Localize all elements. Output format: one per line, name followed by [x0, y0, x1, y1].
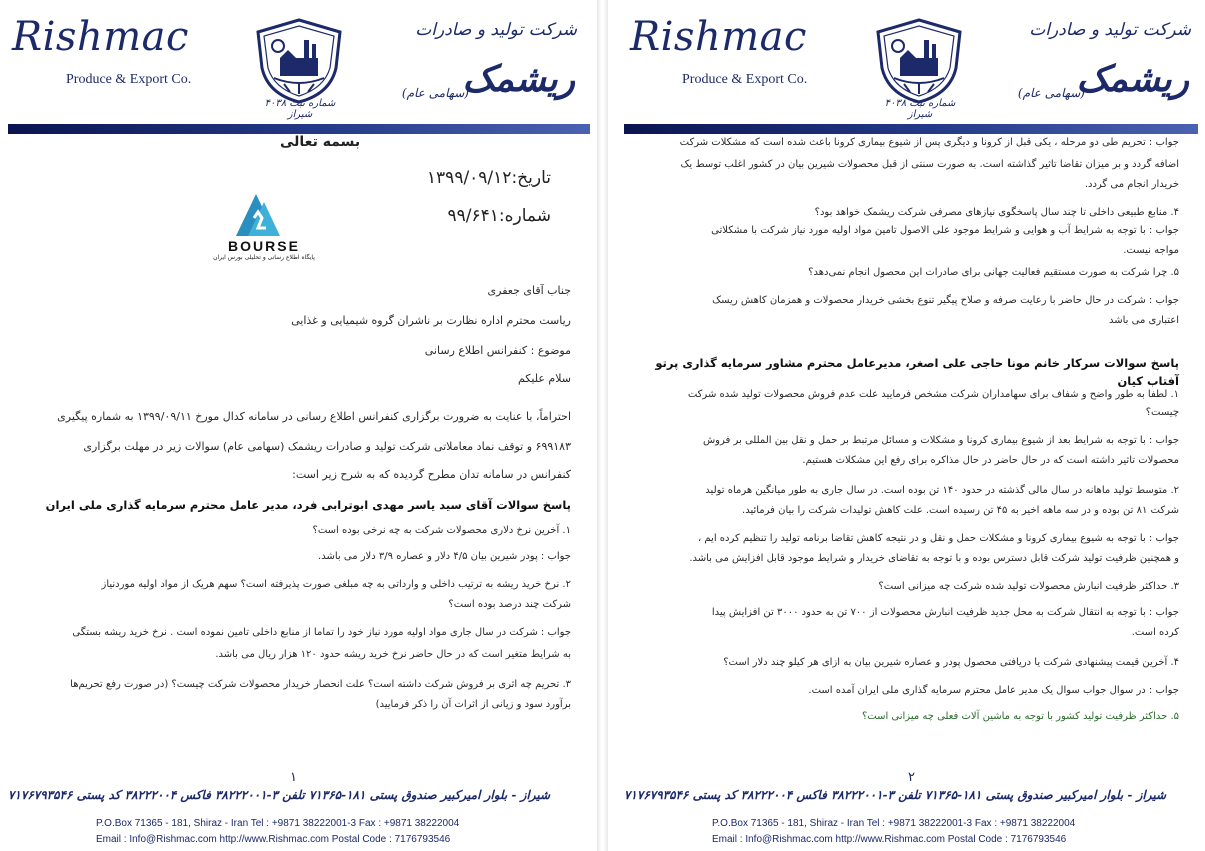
fa-company-name: ریشمک — [1076, 58, 1189, 100]
answer-3-line-2: اضافه گردد و بر میزان تقاضا تاثیر گذاشته است. به صورت سنتی از قبل محصولات شیرین بیان در کشور اغلب توسط یک — [680, 159, 1179, 170]
intro-line-1: احتراماً، با عنایت به ضرورت برگزاری کنفرانس اطلاع رسانی در سامانه کدال مورخ ۱۳۹۹/۰۹/۱۱ به شماره پیگیری — [57, 410, 571, 423]
answer-2-line-2: به شرایط متغیر است که در حال حاضر نرخ خرید ریشه حدود ۱۲۰ هزار ریال می باشد. — [215, 649, 571, 660]
greeting: سلام علیکم — [517, 372, 571, 385]
fa-company-type: (سهامی عام) — [401, 86, 469, 100]
question-2-line-1: ۲. نرخ خرید ریشه به ترتیب داخلی و وارداتی به چه مبلغی صورت پذیرفته است؟ سهم هریک از مواد اولیه موردنیاز — [101, 579, 571, 590]
letter-page-2 — [608, 0, 1205, 851]
registration-number: شماره ثبت ۴۰۳۸ شیراز — [264, 98, 336, 120]
section2-title: پاسخ سوالات سرکار خانم مونا حاجی علی اصغر، مدیرعامل محترم مشاور سرمایه گذاری پرتو آفتاب کیان — [655, 356, 1179, 388]
s2-answer-3-line-1: جواب : با توجه به انتقال شرکت به محل جدید ظرفیت انبارش محصولات از ۷۰۰ تن به حدود ۳۰۰۰ تن افزایش پیدا — [711, 607, 1179, 618]
answer-5-line-2: اعتباری می باشد — [1109, 315, 1179, 326]
s2-question-1-line-2: چیست؟ — [1145, 407, 1179, 418]
brand-logo-text: Rishmac — [630, 14, 807, 60]
s2-question-2-line-2: شرکت ۸۱ تن بوده و در سه ماهه اخیر به ۴۵ تن رسیده است. علت کاهش تولیدات شرکت را بیان فرمائید. — [742, 505, 1179, 516]
s2-answer-2-line-2: و همچنین ظرفیت تولید شرکت قابل دسترس بوده و با توجه به تقاضای خریدار و شرایط موجود قابل افزایش می باشد. — [689, 553, 1179, 564]
answer-4-line-1: جواب : با توجه به شرایط آب و هوایی و شرایط موجود علی الاصول تامین مواد اولیه مورد نیاز شرکت با مشکلاتی — [711, 225, 1179, 236]
letter-number: شماره:۹۹/۶۴۱ — [447, 206, 551, 226]
brand-logo-text: Rishmac — [12, 14, 189, 60]
company-emblem-icon — [874, 18, 964, 104]
header-bar — [8, 124, 590, 134]
question-3-line-1: ۳. تحریم چه اثری بر فروش شرکت داشته است؟ علت انحصار خریدار محصولات شرکت چیست؟ (در صورت رفع تحریم‌ها — [70, 679, 571, 690]
s2-question-3: ۳. حداکثر ظرفیت انبارش محصولات تولید شده شرکت چه میزانی است؟ — [878, 581, 1179, 592]
intro-line-3: کنفرانس در سامانه تدان مطرح گردیده که به شرح زیر است: — [292, 468, 571, 481]
recipient-title: ریاست محترم اداره نظارت بر ناشران گروه شیمیایی و غذایی — [291, 314, 571, 327]
footer-fa-address: شیراز - بلوار امیرکبیر صندوق پستی ۱۸۱-۷۱۳۶۵ تلفن ۳-۳۸۲۲۲۰۰۱ فاکس ۳۸۲۲۲۰۰۴ کد پستی ۷۱۷۶۷۹۳۵۴۶ — [623, 788, 1166, 802]
page-gutter — [597, 0, 608, 851]
footer-contact-line: P.O.Box 71365 - 181, Shiraz - Iran Tel : +9871 38222001-3 Fax : +9871 38222004 — [96, 818, 460, 829]
s2-answer-2-line-1: جواب : با توجه به شیوع بیماری کرونا و مشکلات حمل و نقل و در نتیجه کاهش تقاضا برنامه تولید را تنظیم کرده ایم ، — [697, 533, 1179, 544]
company-emblem-icon — [254, 18, 344, 104]
answer-1: جواب : پودر شیرین بیان ۴/۵ دلار و عصاره ۳/۹ دلار می باشد. — [318, 551, 571, 562]
footer-web-line: Email : Info@Rishmac.com http://www.Rishmac.com Postal Code : 7176793546 — [712, 834, 1067, 845]
question-4: ۴. منابع طبیعی داخلی تا چند سال پاسخگوی نیازهای مصرفی شرکت ریشمک خواهد بود؟ — [814, 207, 1179, 218]
header-bar — [624, 124, 1198, 134]
fa-company-label: شرکت تولید و صادرات — [415, 20, 577, 40]
answer-5-line-1: جواب : شرکت در حال حاضر با رعایت صرفه و صلاح پیگیر تنوع بخشی خریدار محصولات و همزمان کاهش ریسک — [712, 295, 1179, 306]
page-number: ۱ — [290, 770, 297, 785]
bourse-tagline: پایگاه اطلاع رسانی و تحلیلی بورس ایران — [213, 254, 315, 261]
section1-title: پاسخ سوالات آقای سید یاسر مهدی ابوترابی فرد، مدیر عامل محترم سرمایه گذاری ملی ایران — [45, 498, 571, 512]
s2-answer-1-line-1: جواب : با توجه به شرایط بعد از شیوع بیماری کرونا و مشکلات و مسائل مرتبط بر حمل و نقل بین المللی بر فروش — [702, 435, 1179, 446]
letter-page-1 — [0, 0, 597, 851]
answer-4-line-2: مواجه نیست. — [1123, 245, 1179, 256]
letter-date: تاریخ:۱۳۹۹/۰۹/۱۲ — [426, 168, 551, 188]
answer-3-line-3: خریدار انجام می گردد. — [1084, 179, 1179, 190]
footer-fa-address: شیراز - بلوار امیرکبیر صندوق پستی ۱۸۱-۷۱۳۶۵ تلفن ۳-۳۸۲۲۲۰۰۱ فاکس ۳۸۲۲۲۰۰۴ کد پستی ۷۱۷۶۷۹۳۵۴۶ — [7, 788, 550, 802]
bourse-logo-text: BOURSE — [228, 238, 300, 254]
registration-number: شماره ثبت ۴۰۳۸ شیراز — [884, 98, 956, 120]
s2-question-1-line-1: ۱. لطفا به طور واضح و شفاف برای سهامداران شرکت مشخص فرمایید علت عدم فروش محصولات تولید شده شرکت — [687, 389, 1179, 400]
recipient-name: جناب آقای جعفری — [487, 284, 571, 297]
s2-answer-3-line-2: کرده است. — [1131, 627, 1179, 638]
s2-answer-1-line-2: محصولات تاثیر داشته است که در حال حاضر در حال مذاکره برای رفع این مشکلات هستیم. — [802, 455, 1179, 466]
question-1: ۱. آخرین نرخ دلاری محصولات شرکت به چه نرخی بوده است؟ — [312, 525, 571, 536]
letter-subject: موضوع : کنفرانس اطلاع رسانی — [424, 344, 571, 357]
brand-subtitle: Produce & Export Co. — [682, 72, 808, 87]
question-5: ۵. چرا شرکت به صورت مستقیم فعالیت جهانی برای صادرات این محصول انجام نمی‌دهد؟ — [808, 267, 1179, 278]
fa-company-type: (سهامی عام) — [1017, 86, 1085, 100]
bismillah-heading: بسمه تعالی — [280, 134, 361, 150]
s2-question-4: ۴. آخرین قیمت پیشنهادی شرکت یا دریافتی محصول پودر و عصاره شیرین بیان به ازای هر کیلو چند دلار است؟ — [723, 657, 1179, 668]
fa-company-label: شرکت تولید و صادرات — [1029, 20, 1191, 40]
s2-answer-4: جواب : در سوال جواب سوال یک مدیر عامل محترم سرمایه گذاری ملی ایران آمده است. — [808, 685, 1179, 696]
intro-line-2: ۶۹۹۱۸۳ و توقف نماد معاملاتی شرکت تولید و صادرات ریشمک (سهامی عام) سوالات زیر در مهلت برگزاری — [83, 440, 571, 453]
s2-question-2-line-1: ۲. متوسط تولید ماهانه در سال مالی گذشته در حدود ۱۴۰ تن بوده است. در سال جاری به طور میانگین هرماه تولید — [705, 485, 1179, 496]
fa-company-name: ریشمک — [462, 58, 575, 100]
s2-question-5: ۵. حداکثر ظرفیت تولید کشور با توجه به ماشین آلات فعلی چه میزانی است؟ — [861, 711, 1179, 722]
brand-subtitle: Produce & Export Co. — [66, 72, 192, 87]
footer-web-line: Email : Info@Rishmac.com http://www.Rishmac.com Postal Code : 7176793546 — [96, 834, 451, 845]
answer-3-line-1: جواب : تحریم طی دو مرحله ، یکی قبل از کرونا و دیگری پس از شیوع بیماری کرونا باعث شده است که مشکلات شرکت — [679, 137, 1179, 148]
question-2-line-2: شرکت چند درصد بوده است؟ — [448, 599, 571, 610]
question-3-line-2: برآورد سود و زیانی از اثرات آن را ذکر فرمایید) — [375, 699, 571, 710]
answer-2-line-1: جواب : شرکت در سال جاری مواد اولیه مورد نیاز خود را تماما از منابع داخلی تامین نموده است . نرخ خرید ریشه بستگی — [72, 627, 571, 638]
footer-contact-line: P.O.Box 71365 - 181, Shiraz - Iran Tel : +9871 38222001-3 Fax : +9871 38222004 — [712, 818, 1076, 829]
page-number: ۲ — [908, 770, 915, 785]
